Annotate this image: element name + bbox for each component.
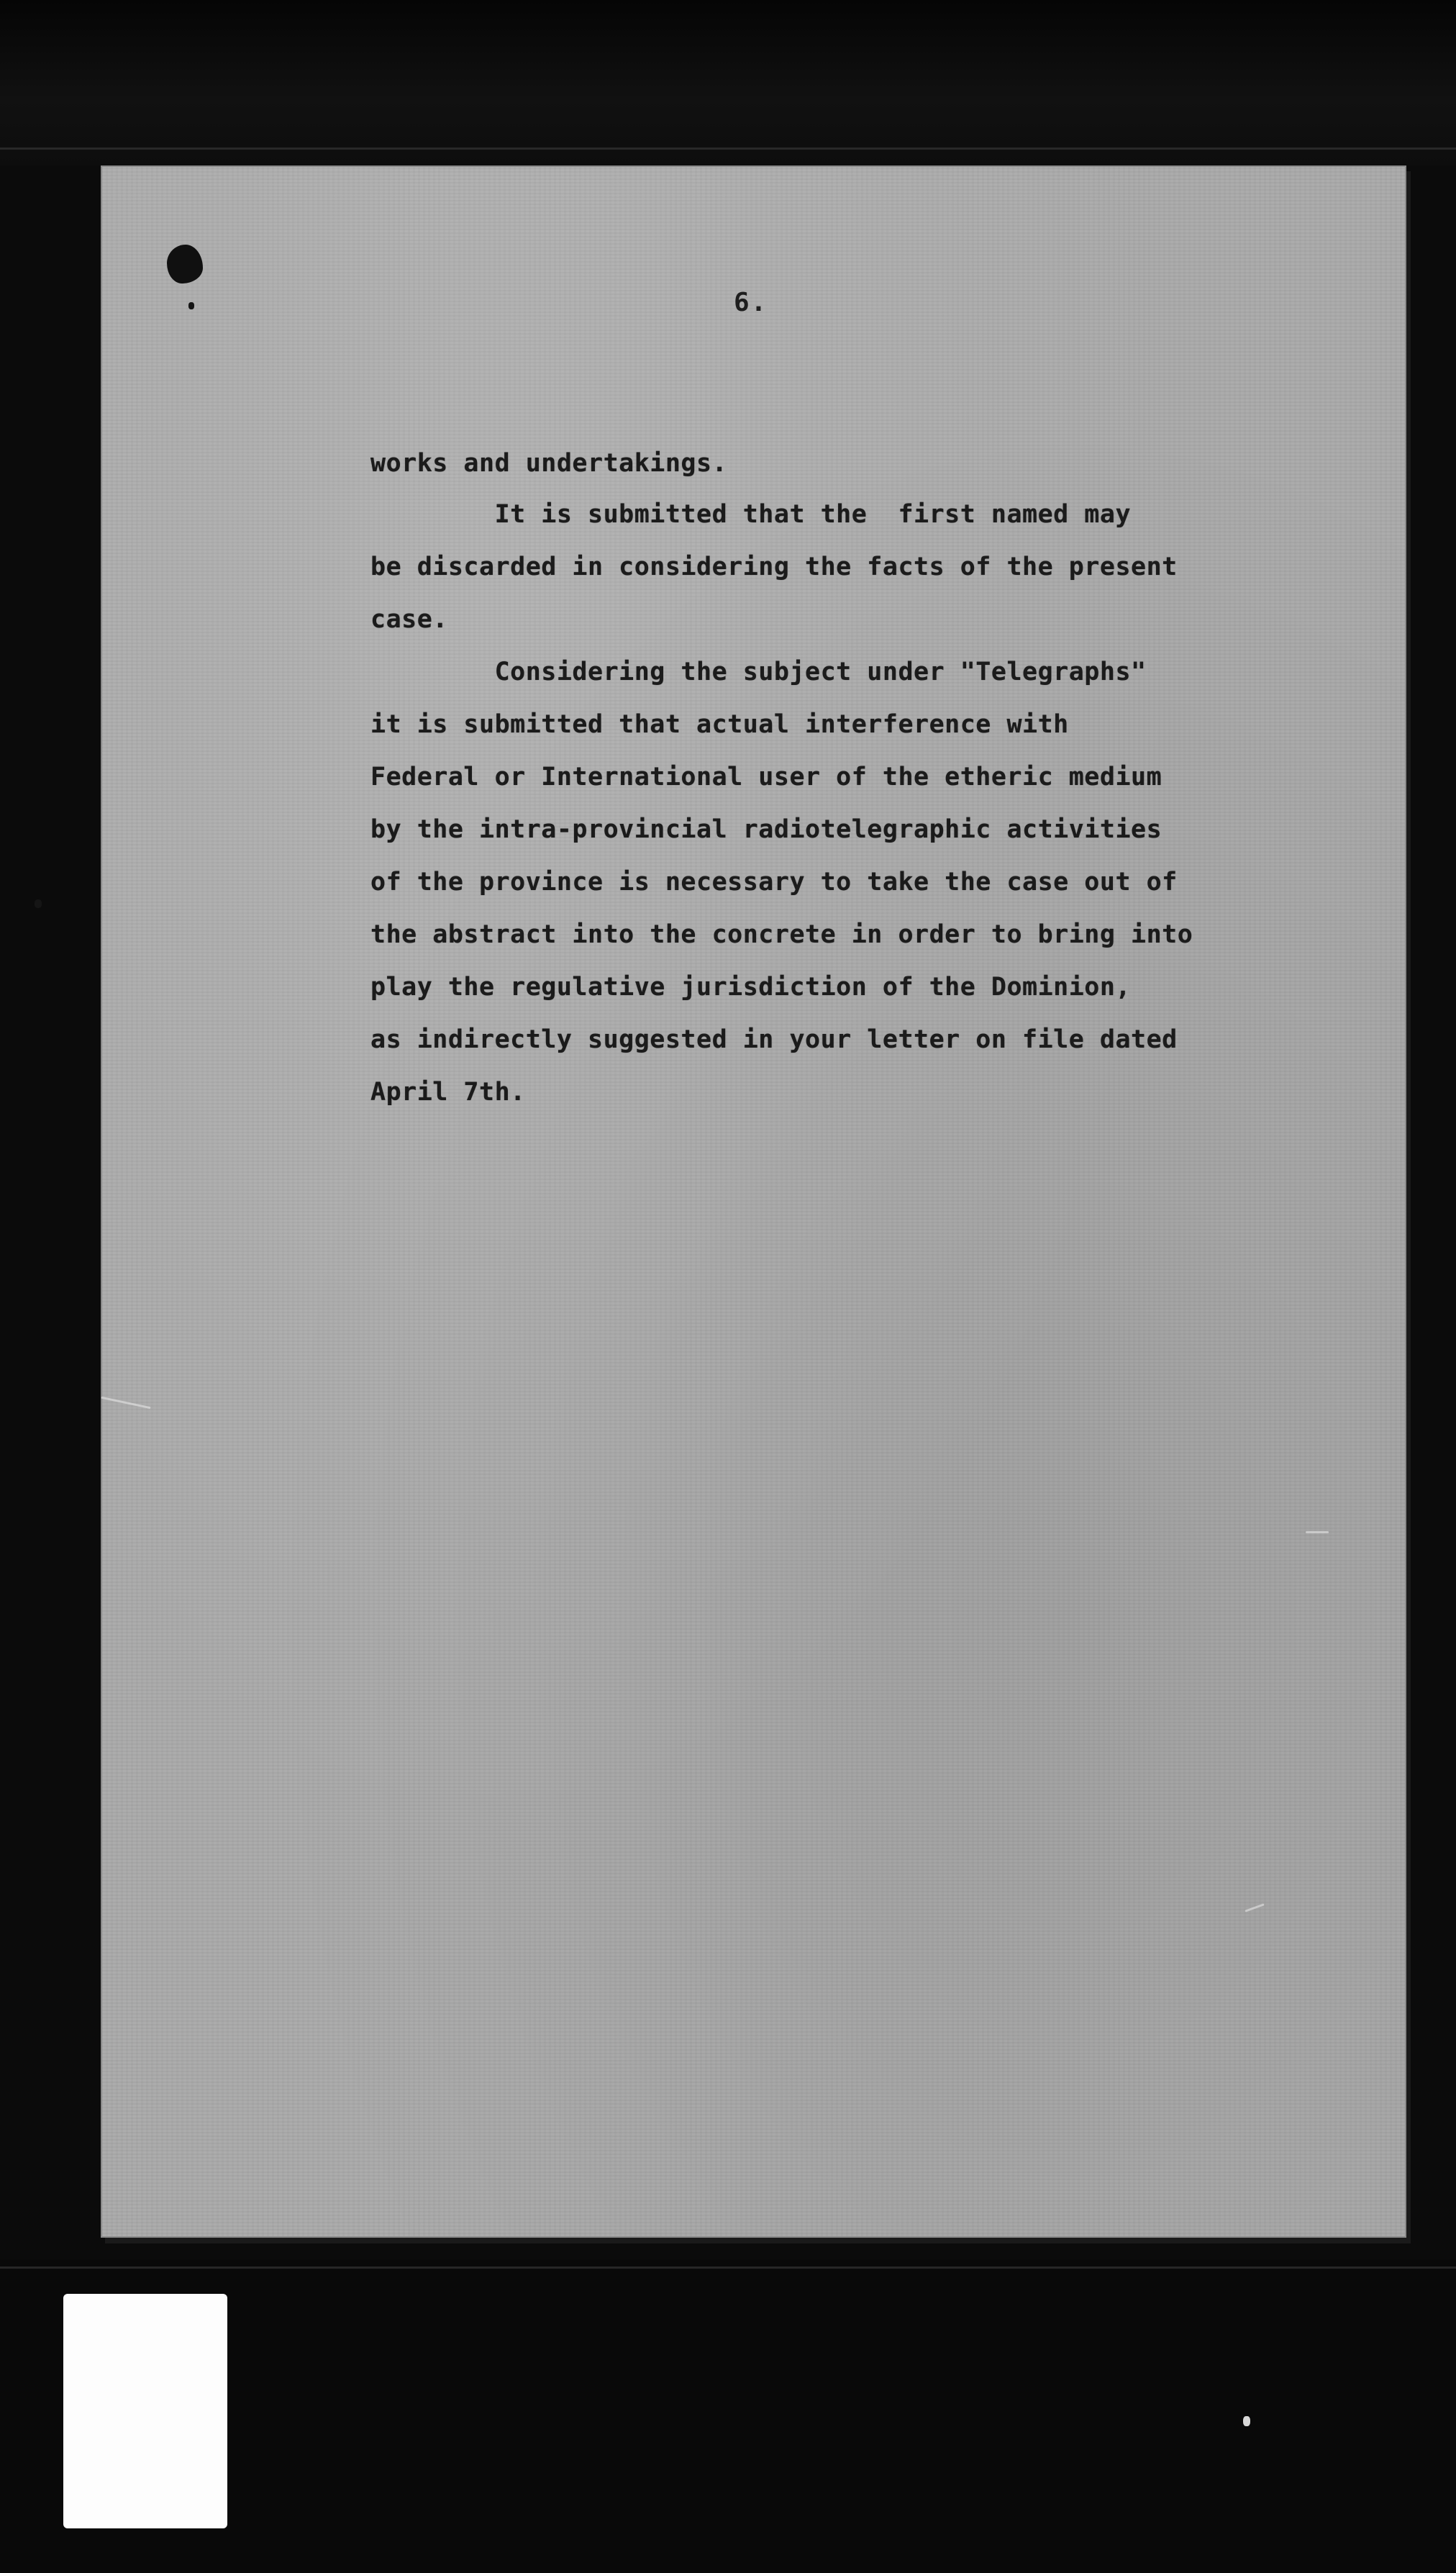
body-text-line: the abstract into the concrete in order to bring into xyxy=(370,920,1193,949)
ink-blot xyxy=(167,245,203,283)
film-edge-line xyxy=(0,148,1456,150)
body-text-line: April 7th. xyxy=(370,1078,526,1107)
body-text-line: case. xyxy=(370,605,448,634)
film-speck xyxy=(1243,2416,1250,2426)
body-text-line: be discarded in considering the facts of the present xyxy=(370,553,1178,581)
body-text-line: it is submitted that actual interference with xyxy=(370,710,1069,739)
document-page xyxy=(101,165,1406,2238)
body-text-line: play the regulative jurisdiction of the Dominion, xyxy=(370,973,1132,1002)
paper-fleck xyxy=(1306,1531,1329,1533)
film-edge-line xyxy=(0,2266,1456,2269)
body-text-line: by the intra-provincial radiotelegraphic activities xyxy=(370,815,1162,844)
film-border-top xyxy=(0,0,1456,165)
film-label-tab xyxy=(63,2294,227,2528)
body-text-line: Federal or International user of the etheric medium xyxy=(370,763,1162,791)
body-text-line: works and undertakings. xyxy=(370,449,728,478)
ink-speck xyxy=(188,302,194,309)
body-text-line: It is submitted that the first named may xyxy=(370,500,1132,529)
body-text-line: of the province is necessary to take the case out of xyxy=(370,868,1178,897)
body-text-line: Considering the subject under "Telegraphs" xyxy=(370,658,1147,686)
ink-speck xyxy=(35,899,42,908)
page-number: 6. xyxy=(734,288,768,317)
body-text-line: as indirectly suggested in your letter on file dated xyxy=(370,1025,1178,1054)
